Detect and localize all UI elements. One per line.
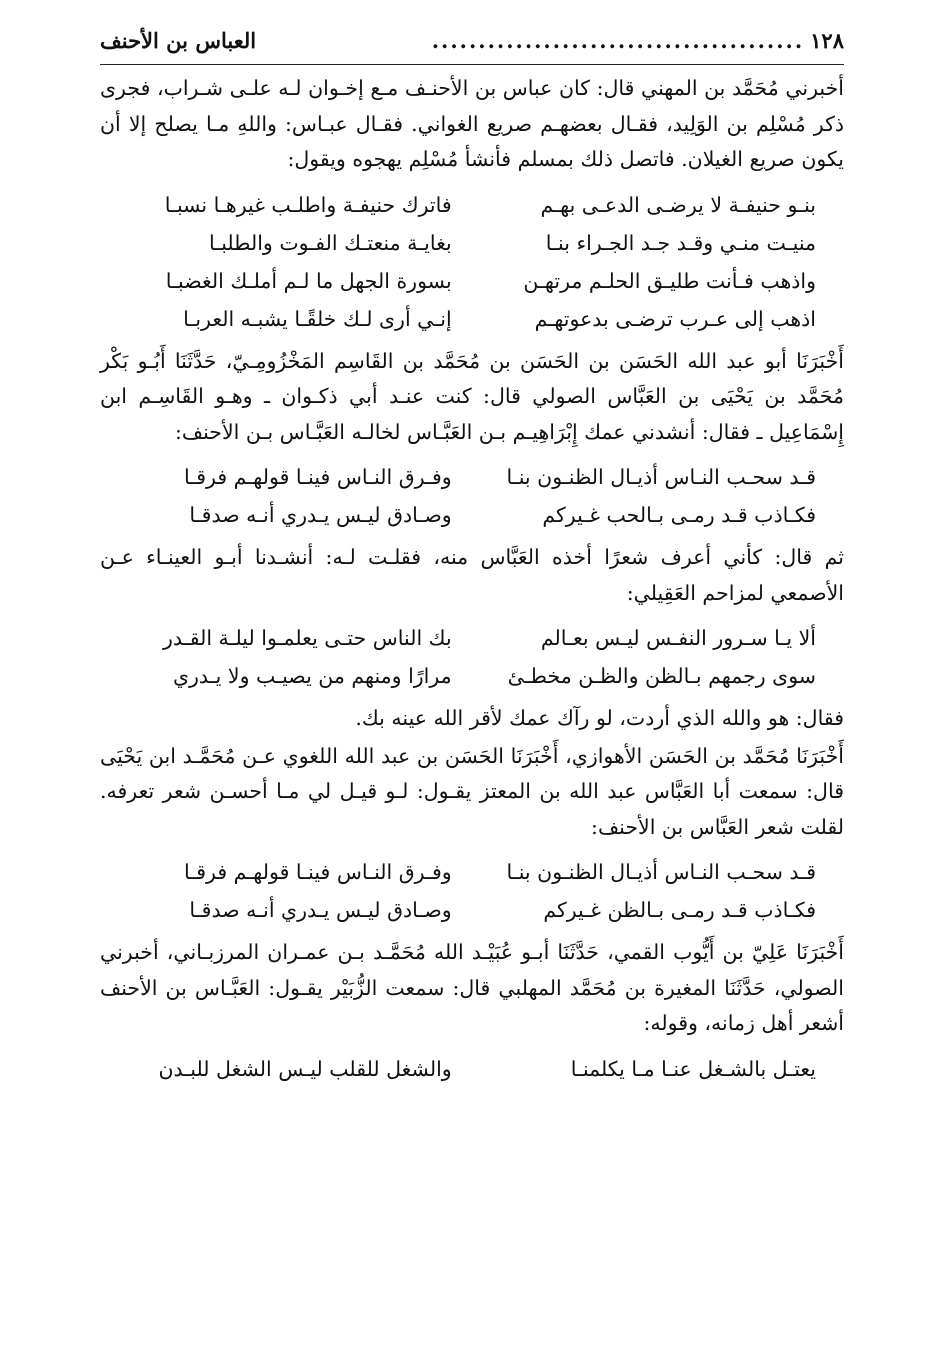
verse-line bbox=[100, 853, 816, 891]
hemistich-second: وصـادق ليـس يـدري أنـه صدقـا bbox=[189, 898, 452, 922]
poem bbox=[100, 1050, 816, 1088]
verse-line bbox=[100, 496, 816, 534]
hemistich-second: مرارًا ومنهم من يصيـب ولا يـدري bbox=[172, 664, 452, 688]
hemistich-first: يعتـل بالشـغل عنـا مـا يكلمنـا bbox=[570, 1056, 816, 1081]
hemistich-second: إنـي أرى لـك خلقًـا يشبـه العربـا bbox=[183, 306, 452, 331]
hemistich-second: بغايـة منعتـك الفـوت والطلبـا bbox=[208, 230, 452, 255]
hemistich-first: قـد سحـب النـاس أذيـال الظنـون بنـا bbox=[506, 465, 816, 489]
poem bbox=[100, 186, 816, 338]
hemistich-second: فاترك حنيفـة واطلـب غيرهـا نسبـا bbox=[164, 192, 452, 217]
poem bbox=[100, 619, 816, 695]
hemistich-second: والشغل للقلب ليـس الشغل للبـدن bbox=[158, 1056, 452, 1081]
hemistich-first: اذهب إلى عـرب ترضـى بدعوتهـم bbox=[534, 306, 816, 331]
verse-line bbox=[100, 619, 816, 657]
hemistich-first: منيـت منـي وقـد جـد الجـراء بنـا bbox=[545, 230, 816, 255]
hemistich-first: فكـاذب قـد رمـى بـالظن غـيركم bbox=[543, 898, 816, 922]
hemistich-first: فكـاذب قـد رمـى بـالحب غـيركم bbox=[542, 503, 816, 527]
poem bbox=[100, 458, 816, 534]
verse-line bbox=[100, 262, 816, 300]
verse-line bbox=[100, 224, 816, 262]
verse-line bbox=[100, 1050, 816, 1088]
verse-line bbox=[100, 186, 816, 224]
hemistich-second: وصـادق ليـس يـدري أنـه صدقـا bbox=[189, 503, 452, 527]
hemistich-second: وفـرق النـاس فينـا قولهـم فرقـا bbox=[183, 465, 452, 489]
hemistich-first: قـد سحـب النـاس أذيـال الظنـون بنـا bbox=[506, 860, 816, 884]
hemistich-second: وفـرق النـاس فينـا قولهـم فرقـا bbox=[183, 860, 452, 884]
verse-line bbox=[100, 458, 816, 496]
hemistich-first: ألا يـا سـرور النفـس ليـس بعـالم bbox=[540, 626, 816, 650]
page-number: ١٢٨ bbox=[810, 28, 844, 53]
verse-line bbox=[100, 657, 816, 695]
hemistich-first: بنـو حنيفـة لا يرضـى الدعـى بهـم bbox=[540, 192, 816, 217]
paragraph: فقال: هو والله الذي أردت، لو رآك عمك لأقر الله عينه بك. bbox=[355, 706, 844, 730]
paragraph: أخبرني مُحَمَّد بن المهني قال: كان عباس بن الأحنـف مـع إخـوان لـه علـى شـراب، فجرى ذكر مُسْلِم بن الوَلِيد، فقـال بعضهـم صريع الغواني. فقـال عبـاس: واللهِ مـا يصلح إلا أن يكون صريع الغيلان. فاتصل ذلك بمسلم فأنشأ مُسْلِم يهجوه ويقول: bbox=[100, 76, 844, 171]
running-title: العباس بن الأحنف bbox=[100, 28, 257, 53]
paragraph: أَخْبَرَنَا عَلِيّ بن أَيُّوب القمي، حَدَّثَنَا أبـو عُبَيْـد الله مُحَمَّـد بـن عمـران المرزبـاني، أخبرني الصولي، حَدَّثَنَا المغيرة بن مُحَمَّد المهلبي قال: سمعت الزُّبَيْر يقـول: العَبَّـاس بن الأحنف أشعر أهل زمانه، وقوله: bbox=[100, 940, 844, 1035]
verse-line bbox=[100, 891, 816, 929]
hemistich-first: واذهب فـأنت طليـق الحلـم مرتهـن bbox=[523, 268, 816, 293]
verse-line bbox=[100, 300, 816, 338]
paragraph: أَخْبَرَنَا مُحَمَّد بن الحَسَن الأهوازي، أَخْبَرَنَا الحَسَن بن عبد الله اللغوي عـن مُحَمَّـد ابن يَحْيَى قال: سمعت أبا العَبَّاس عبد الله بن المعتز يقـول: لـو قيـل لي مـا أحسـن شعر تعرفه. لقلت شعر العَبَّاس بن الأحنف: bbox=[100, 743, 844, 839]
page-body bbox=[100, 71, 844, 1088]
paragraph: أَخْبَرَنَا أبو عبد الله الحَسَن بن الحَسَن بن مُحَمَّد بن القَاسِم المَخْزُومِـيّ، حَدَّثَنَا أَبُـو بَكْر مُحَمَّد بن يَحْيَى بن العَبَّاس الصولي قال: كنت عنـد أبي ذكـوان ـ وهـو القَاسِـم ابن إِسْمَاعِيل ـ فقال: أنشدني عمك إِبْرَاهِيـم بـن العَبَّـاس لخالـه العَبَّـاس بـن الأحنف: bbox=[100, 348, 844, 444]
hemistich-second: بك الناس حتـى يعلمـوا ليلـة القـدر bbox=[163, 626, 452, 650]
hemistich-first: سوى رجمهم بـالظن والظـن مخطـئ bbox=[507, 664, 816, 688]
header-leader-dots: ........................................ bbox=[431, 28, 805, 53]
book-page bbox=[100, 28, 844, 1094]
paragraph: ثم قال: كأني أعرف شعرًا أخذه العَبَّاس منه، فقلـت لـه: أنشـدنا أبـو العينـاء عـن الأصمعي لمزاحم العَقِيلي: bbox=[100, 545, 844, 605]
hemistich-second: بسورة الجهل ما لـم أملـك الغضبـا bbox=[165, 268, 452, 293]
poem bbox=[100, 853, 816, 929]
page-header bbox=[100, 28, 844, 65]
